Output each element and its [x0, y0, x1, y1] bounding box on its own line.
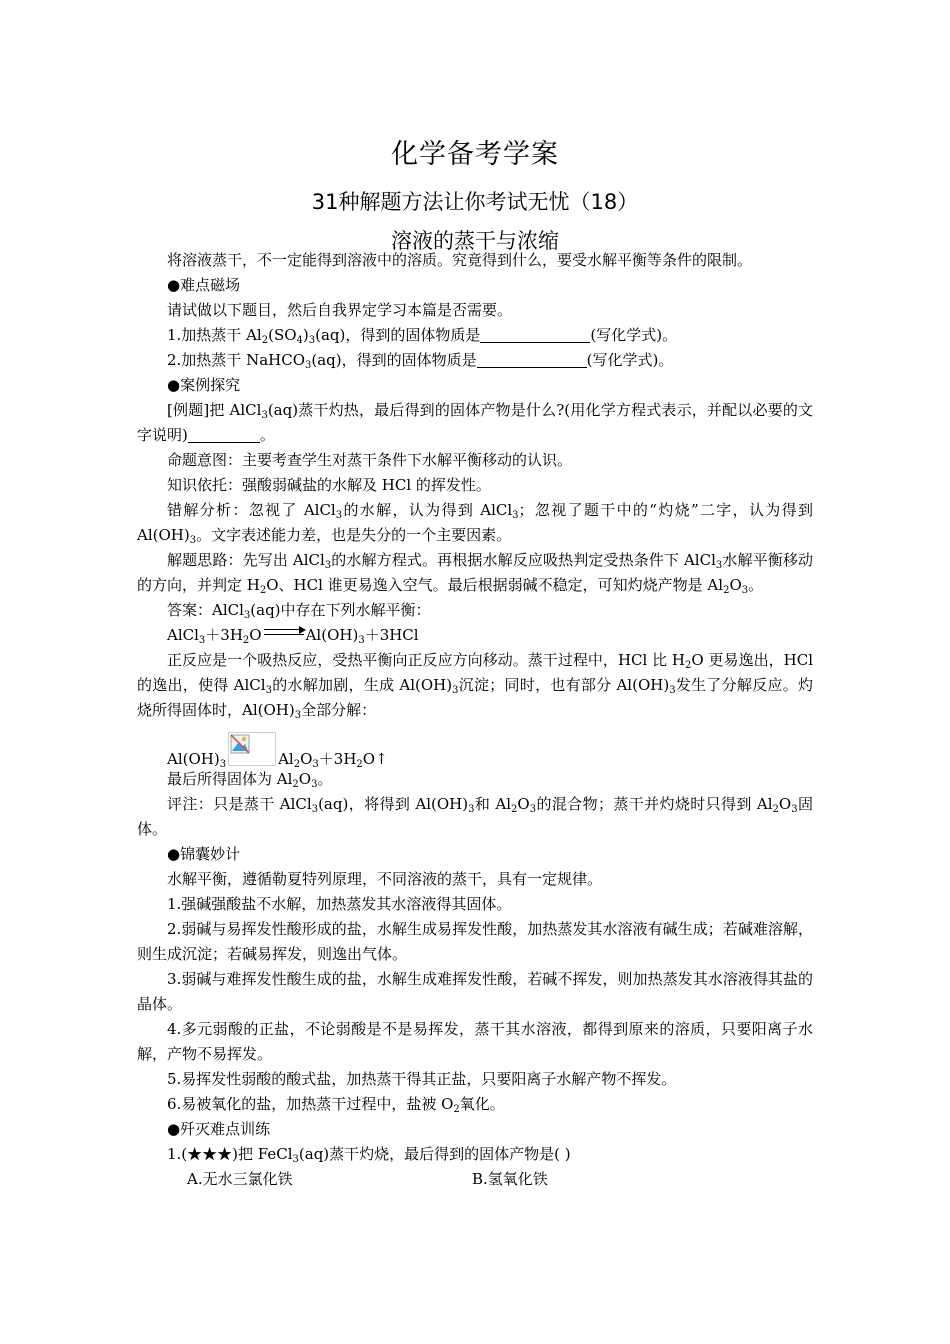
choice-b[interactable]: B.氢氧化铁	[472, 1170, 548, 1188]
tips-intro: 水解平衡，遵循勒夏特列原理，不同溶液的蒸干，具有一定规律。	[167, 870, 603, 888]
example-question: [例题]把 AlCl$_3$(aq)蒸干灼热，最后得到的固体产物是什么?(用化学方程式表示，并配以必要的文字说明) 。	[137, 401, 813, 444]
rule-item: 4.多元弱酸的正盐，不论弱酸是不是易挥发，蒸干其水溶液，都得到原来的溶质，只要阳离子水解，产物不易挥发。	[137, 1020, 813, 1063]
answer-blank[interactable]	[477, 351, 587, 368]
comment-paragraph: 评注：只是蒸干 AlCl$_3$(aq)，将得到 $Al(OH)_3$和 $Al_2O_3$的混合物；蒸干并灼烧时只得到 $Al_2O_3$固体。	[137, 795, 813, 838]
answer-choices	[137, 1167, 813, 1192]
intent-paragraph: 命题意图：主要考查学生对蒸干条件下水解平衡移动的认识。	[167, 451, 573, 469]
answer-paragraph: 答案：AlCl$_3$(aq)中存在下列水解平衡：	[167, 601, 431, 621]
answer-blank[interactable]	[188, 426, 260, 443]
choice-a[interactable]: A.无水三氯化铁	[187, 1170, 293, 1188]
section-heading-training: ●歼灭难点训练	[167, 1120, 271, 1138]
intro-paragraph: 将溶液蒸干，不一定能得到溶液中的溶质。究竟得到什么，要受水解平衡等条件的限制。	[167, 251, 753, 269]
error-analysis: 错解分析：忽视了 AlCl$_3$的水解，认为得到 AlCl$_3$；忽视了题干中的“灼烧”二字，认为得到 $Al(OH)_3$。文字表述能力差，也是失分的一个主要因素。	[137, 501, 813, 546]
rule-item: 2.弱碱与易挥发性酸形成的盐，水解生成易挥发性酸，加热蒸发其水溶液有碱生成；若碱难溶解，则生成沉淀；若碱易挥发，则逸出气体。	[137, 920, 813, 963]
forward-reaction-paragraph: 正反应是一个吸热反应，受热平衡向正反应方向移动。蒸干过程中，HCl 比 $H_2O$ 更易逸出，HCl 的逸出，使得 AlCl$_3$的水解加剧，生成 $Al(OH)_3$沉淀；同时，也有部分 $Al(OH)_3$发生了分解反应。灼烧所得固体时，$Al(OH)_3$全部分解：	[137, 651, 813, 721]
broken-image-icon	[228, 732, 276, 766]
equilibrium-arrow-icon	[262, 627, 306, 639]
section-heading-difficulty: ●难点磁场	[167, 276, 241, 294]
document-title: 化学备考学案	[391, 139, 559, 170]
solution-approach: 解题思路：先写出 AlCl$_3$的水解方程式。再根据水解反应吸热判定受热条件下 AlCl$_3$水解平衡移动的方向，并判定 $H_2O$、HCl 谁更易逸入空气。最后根据弱碱不稳定，可知灼烧产物是 $Al_2O_3$。	[137, 551, 813, 596]
difficulty-intro: 请试做以下题目，然后自我界定学习本篇是否需要。	[167, 301, 513, 319]
question-2: 2.加热蒸干 NaHCO$_3$(aq)，得到的固体物质是 (写化学式)。	[167, 351, 674, 371]
topic-title: 溶液的蒸干与浓缩	[391, 229, 559, 253]
document-subtitle: 31种解题方法让你考试无忧（18）	[311, 190, 639, 214]
document-body	[137, 248, 813, 1192]
question-1: 1.加热蒸干 $Al_2(SO_4)_3(aq)$，得到的固体物质是 (写化学式)。	[167, 326, 678, 346]
section-heading-case: ●案例探究	[167, 376, 241, 394]
rule-item: 5.易挥发性弱酸的酸式盐，加热蒸干得其正盐，只要阳离子水解产物不挥发。	[167, 1070, 677, 1088]
answer-blank[interactable]	[480, 326, 590, 343]
rule-item: 3.弱碱与难挥发性酸生成的盐，水解生成难挥发性酸，若碱不挥发，则加热蒸发其水溶液得其盐的晶体。	[137, 970, 813, 1013]
training-question-1: 1.(★★★)把 FeCl$_3$(aq)蒸干灼烧，最后得到的固体产物是( )	[167, 1145, 571, 1165]
basis-paragraph: 知识依托：强酸弱碱盐的水解及 HCl 的挥发性。	[167, 476, 491, 494]
rule-item: 1.强碱强酸盐不水解，加热蒸发其水溶液得其固体。	[167, 895, 512, 913]
hydrolysis-equation: $AlCl_3+3H_2O$ $Al(OH)_3+3HCl$	[167, 626, 419, 646]
rule-item: 6.易被氧化的盐，加热蒸干过程中，盐被 $O_2$氧化。	[167, 1095, 505, 1115]
final-solid-paragraph: 最后所得固体为 $Al_2O_3$。	[167, 770, 333, 790]
decomposition-equation: $Al(OH)_3$ $Al_2O_3+3H_2O↑$	[137, 723, 813, 767]
section-heading-tips: ●锦囊妙计	[167, 845, 241, 863]
